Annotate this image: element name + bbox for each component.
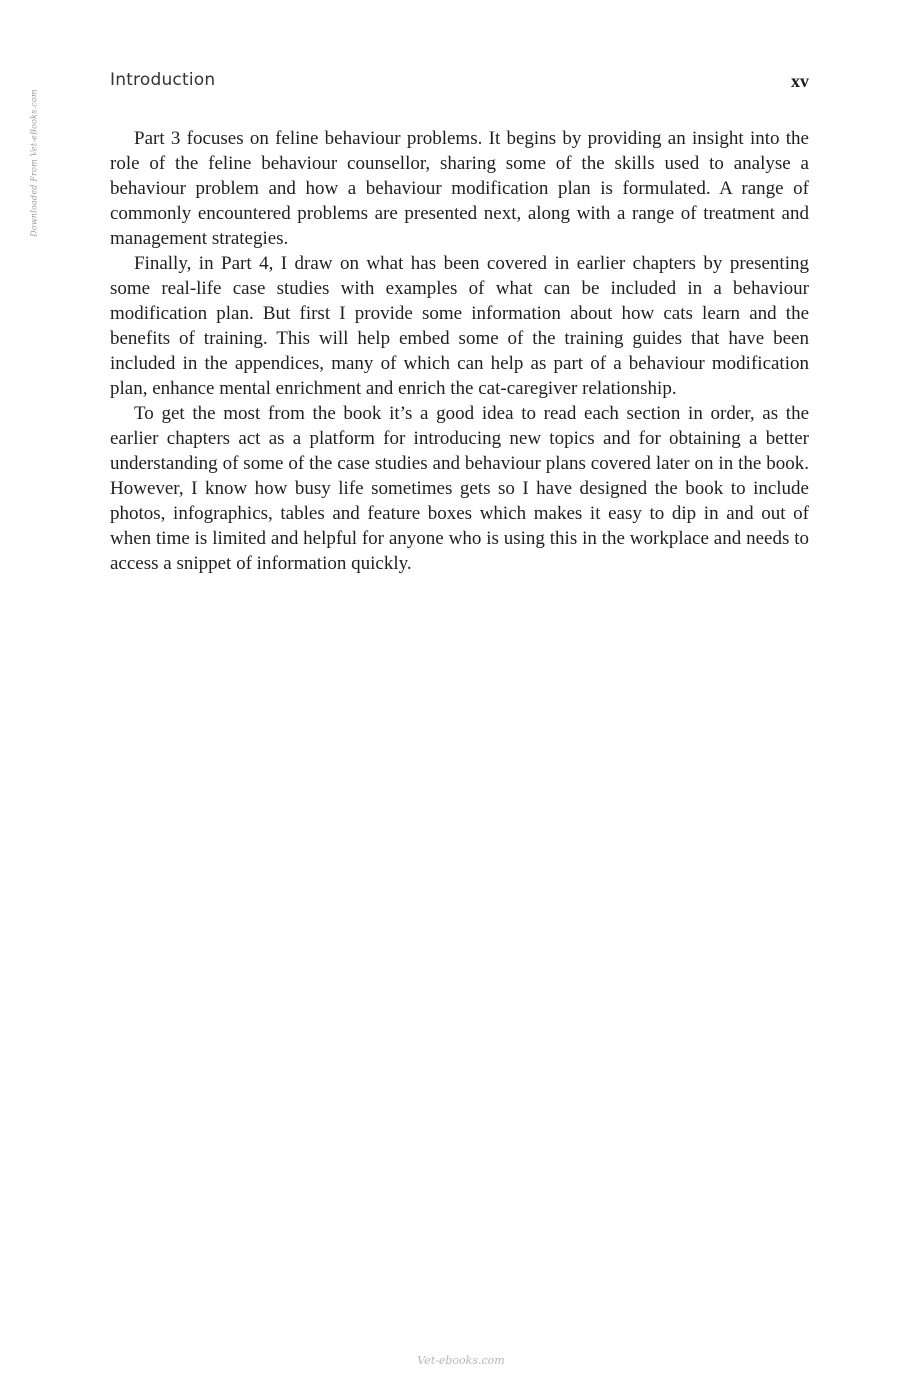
paragraph-reading-advice: To get the most from the book it’s a good idea to read each section in order, as the earlier chapters act as a platform for introducing new topics and for obtaining a better understanding of some of the case studies and behaviour plans covered later on in the book. However, I know how busy life sometimes gets so I have designed the book to include photos, infographics, tables and feature boxes which makes it easy to dip in and out of when time is limited and helpful for anyone who is using this in the workplace and needs to access a snippet of information quickly.	[110, 403, 809, 574]
paragraph-part-3: Part 3 focuses on feline behaviour problems. It begins by providing an insight into the role of the feline behaviour counsellor, sharing some of the skills used to analyse a behaviour problem and how a behaviour modification plan is formulated. A range of commonly encountered problems are presented next, along with a range of treatment and management strategies.	[110, 128, 809, 249]
running-head	[110, 70, 809, 96]
paragraph-part-4: Finally, in Part 4, I draw on what has been covered in earlier chapters by presenting some real-life case studies with examples of what can be included in a behaviour modification plan. But first I provide some information about how cats learn and the benefits of training. This will help embed some of the training guides that have been included in the appendices, many of which can help as part of a behaviour modification plan, enhance mental enrichment and enrich the cat-caregiver relationship.	[110, 253, 809, 399]
footer-watermark: Vet-ebooks.com	[417, 1354, 505, 1367]
side-watermark-text: Downloaded From Vet-eBooks.com	[29, 89, 39, 237]
side-watermark	[24, 88, 44, 238]
page-number: xv	[791, 71, 809, 91]
chapter-title: Introduction	[110, 70, 216, 90]
body-text	[110, 126, 809, 576]
